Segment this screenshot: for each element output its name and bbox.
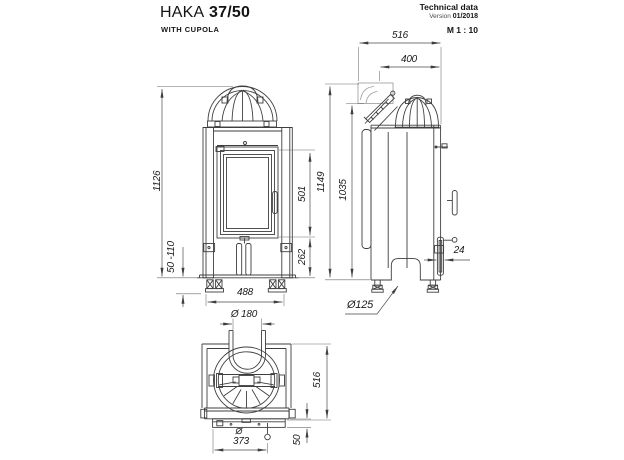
doc-version: Version 01/2018 (429, 12, 478, 20)
page-subtitle: WITH CUPOLA (161, 25, 220, 34)
dim-plan-width: 373 (232, 436, 250, 447)
front-stand (197, 238, 299, 278)
back-panel (362, 130, 371, 249)
dim-front-base-width: 488 (236, 287, 254, 298)
stove-door (216, 147, 278, 241)
dim-side-air-intake: Ø125 (346, 299, 374, 311)
dim-side-flue-offset: 400 (400, 54, 418, 65)
side-body (362, 125, 457, 280)
air-intake-arch (371, 259, 441, 280)
dim-plan-front-offset: 50 (292, 434, 303, 446)
door-handle-side (452, 191, 457, 216)
dim-front-overall-height: 1126 (152, 170, 163, 192)
drawing-scale: M 1 : 10 (446, 25, 478, 35)
adjustable-feet-side (372, 280, 439, 292)
base-tray-plan (201, 408, 295, 434)
plan-view (201, 331, 295, 440)
cupola-dome-front (208, 86, 278, 127)
dim-side-depth: 516 (391, 30, 409, 41)
air-lever (435, 237, 457, 275)
model-variant: 37/50 (209, 4, 251, 21)
cupola-dome-side (395, 95, 440, 127)
front-view (197, 86, 299, 292)
hanging-key (265, 423, 271, 440)
side-view (358, 83, 457, 292)
dim-side-lever-width: 24 (453, 245, 465, 256)
doc-version-value: 01/2018 (452, 12, 478, 20)
cupola-plan (214, 347, 280, 413)
dim-front-door-height: 501 (297, 185, 308, 203)
dim-side-total-height: 1149 (316, 171, 327, 193)
door-glass (224, 155, 272, 232)
doc-type-label: Technical data (419, 2, 478, 12)
dim-front-plinth-height: 262 (297, 248, 308, 266)
dim-front-foot-range: 50 -110 (166, 241, 177, 273)
dim-plan-depth: 516 (312, 371, 323, 389)
flue-damper (364, 91, 398, 130)
dim-plan-flue-diameter: Ø 180 (230, 309, 258, 320)
model-name: HAKA (160, 4, 205, 21)
dim-side-body-height: 1035 (338, 179, 349, 201)
damper-mechanism-plan (209, 374, 285, 388)
